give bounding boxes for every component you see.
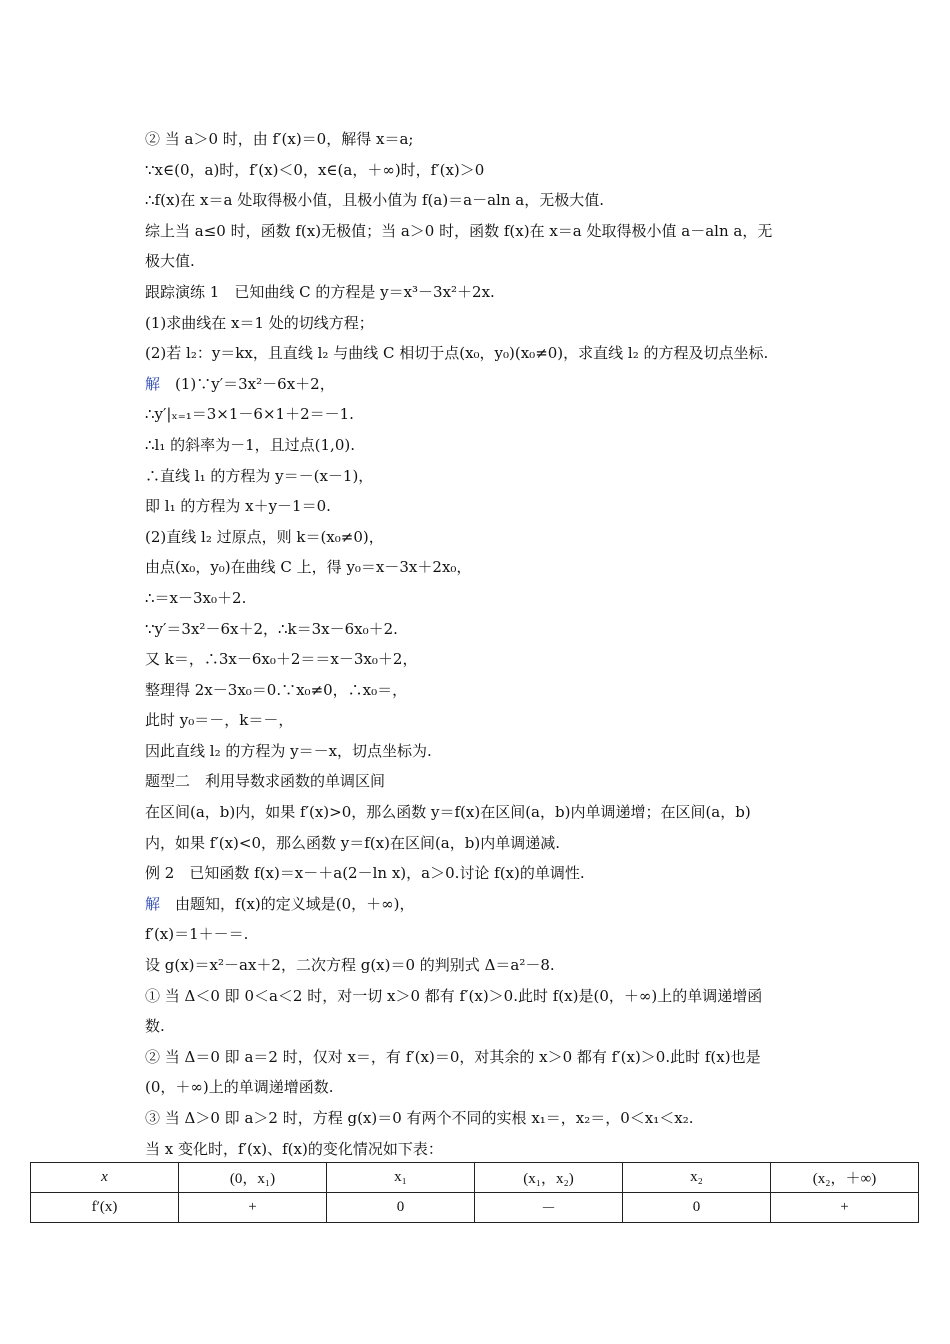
table-cell: + xyxy=(179,1193,327,1223)
text-line: 即 l₁ 的方程为 x＋y－1＝0. xyxy=(145,497,331,516)
table-cell: 0 xyxy=(623,1193,771,1223)
solution-line: 解 由题知，f(x)的定义域是(0，＋∞)， xyxy=(145,894,415,913)
variation-table xyxy=(30,1162,919,1223)
text-line: ∴直线 l₁ 的方程为 y＝－(x－1)， xyxy=(145,466,374,485)
table-cell: x₁ xyxy=(327,1163,475,1193)
table-cell: 0 xyxy=(327,1193,475,1223)
text-line: 当 x 变化时，f′(x)、f(x)的变化情况如下表： xyxy=(145,1139,443,1158)
text-line: ② 当 Δ＝0 即 a＝2 时，仅对 x＝，有 f′(x)＝0，对其余的 x＞0 都有 f′(x)＞0.此时 f(x)也是 xyxy=(145,1047,761,1066)
text-line: 综上当 a≤0 时，函数 f(x)无极值；当 a＞0 时，函数 f(x)在 x＝a 处取得极小值 a－aln a，无 xyxy=(145,221,773,240)
solution-line: 解 (1)∵y′＝3x²－6x＋2， xyxy=(145,374,335,393)
text-line: (2)直线 l₂ 过原点，则 k＝(x₀≠0)， xyxy=(145,527,384,546)
text-line: 数. xyxy=(145,1017,165,1036)
text-line: (1)求曲线在 x＝1 处的切线方程； xyxy=(145,313,374,332)
text-line: 因此直线 l₂ 的方程为 y＝－x，切点坐标为. xyxy=(145,741,432,760)
text-line: (0，＋∞)上的单调递增函数. xyxy=(145,1078,334,1097)
text-line: ① 当 Δ＜0 即 0＜a＜2 时，对一切 x＞0 都有 f′(x)＞0.此时 f(x)是(0，＋∞)上的单调递增函 xyxy=(145,986,763,1005)
text-line: 此时 y₀＝－，k＝－， xyxy=(145,711,294,730)
text-line: 极大值. xyxy=(145,252,195,271)
text-line: ∴y′|ₓ₌₁＝3×1－6×1＋2＝－1. xyxy=(145,405,354,424)
solution-label: 解 xyxy=(145,894,161,913)
text-line: 又 k＝，∴3x－6x₀＋2＝＝x－3x₀＋2， xyxy=(145,650,418,669)
table-cell: x xyxy=(31,1163,179,1193)
text-line: ∴＝x－3x₀＋2. xyxy=(145,588,247,607)
text-line: ∵x∈(0，a)时，f′(x)＜0，x∈(a，＋∞)时，f′(x)＞0 xyxy=(145,160,485,179)
text-line: f′(x)＝1＋－＝. xyxy=(145,925,249,944)
text-line: 由点(x₀，y₀)在曲线 C 上，得 y₀＝x－3x＋2x₀， xyxy=(145,558,472,577)
table-row xyxy=(31,1163,919,1193)
table-cell: (x₁，x₂) xyxy=(475,1163,623,1193)
text-line: ∴l₁ 的斜率为－1，且过点(1,0). xyxy=(145,435,355,454)
text-line: 整理得 2x－3x₀＝0.∵x₀≠0，∴x₀＝， xyxy=(145,680,408,699)
document-body xyxy=(145,124,810,1164)
table-row xyxy=(31,1193,919,1223)
text-line: ③ 当 Δ＞0 即 a＞2 时，方程 g(x)＝0 有两个不同的实根 x₁＝，x₂＝，0＜x₁＜x₂. xyxy=(145,1109,694,1127)
table-cell: (x₂，＋∞) xyxy=(771,1163,919,1193)
solution-label: 解 xyxy=(145,374,161,393)
table-cell: x₂ xyxy=(623,1163,771,1193)
text-line: ② 当 a＞0 时，由 f′(x)＝0，解得 x＝a; xyxy=(145,130,414,148)
text-line: 设 g(x)＝x²－ax＋2，二次方程 g(x)＝0 的判别式 Δ＝a²－8. xyxy=(145,956,555,975)
text-line: ∵y′＝3x²－6x＋2，∴k＝3x－6x₀＋2. xyxy=(145,619,398,638)
table-cell: (0，x₁) xyxy=(179,1163,327,1193)
table-cell: + xyxy=(771,1193,919,1223)
text-line: ∴f(x)在 x＝a 处取得极小值，且极小值为 f(a)＝a－aln a，无极大值. xyxy=(145,191,604,210)
text-line: 内，如果 f′(x)<0，那么函数 y＝f(x)在区间(a，b)内单调递减. xyxy=(145,833,560,852)
example-heading: 例 2 已知函数 f(x)＝x－＋a(2－ln x)，a＞0.讨论 f(x)的单调性. xyxy=(145,864,585,883)
section-heading: 题型二 利用导数求函数的单调区间 xyxy=(145,772,386,791)
example-label: 例 2 xyxy=(145,864,175,883)
exercise-label: 跟踪演练 1 xyxy=(145,282,220,301)
text-line: 在区间(a，b)内，如果 f′(x)>0，那么函数 y＝f(x)在区间(a，b)内单调递增；在区间(a，b) xyxy=(145,803,751,822)
table-cell: － xyxy=(475,1193,623,1223)
exercise-heading: 跟踪演练 1 已知曲线 C 的方程是 y＝x³－3x²＋2x. xyxy=(145,282,495,301)
text-line: (2)若 l₂：y＝kx，且直线 l₂ 与曲线 C 相切于点(x₀，y₀)(x₀≠0)，求直线 l₂ 的方程及切点坐标. xyxy=(145,344,769,363)
table-cell: f′(x) xyxy=(31,1193,179,1223)
